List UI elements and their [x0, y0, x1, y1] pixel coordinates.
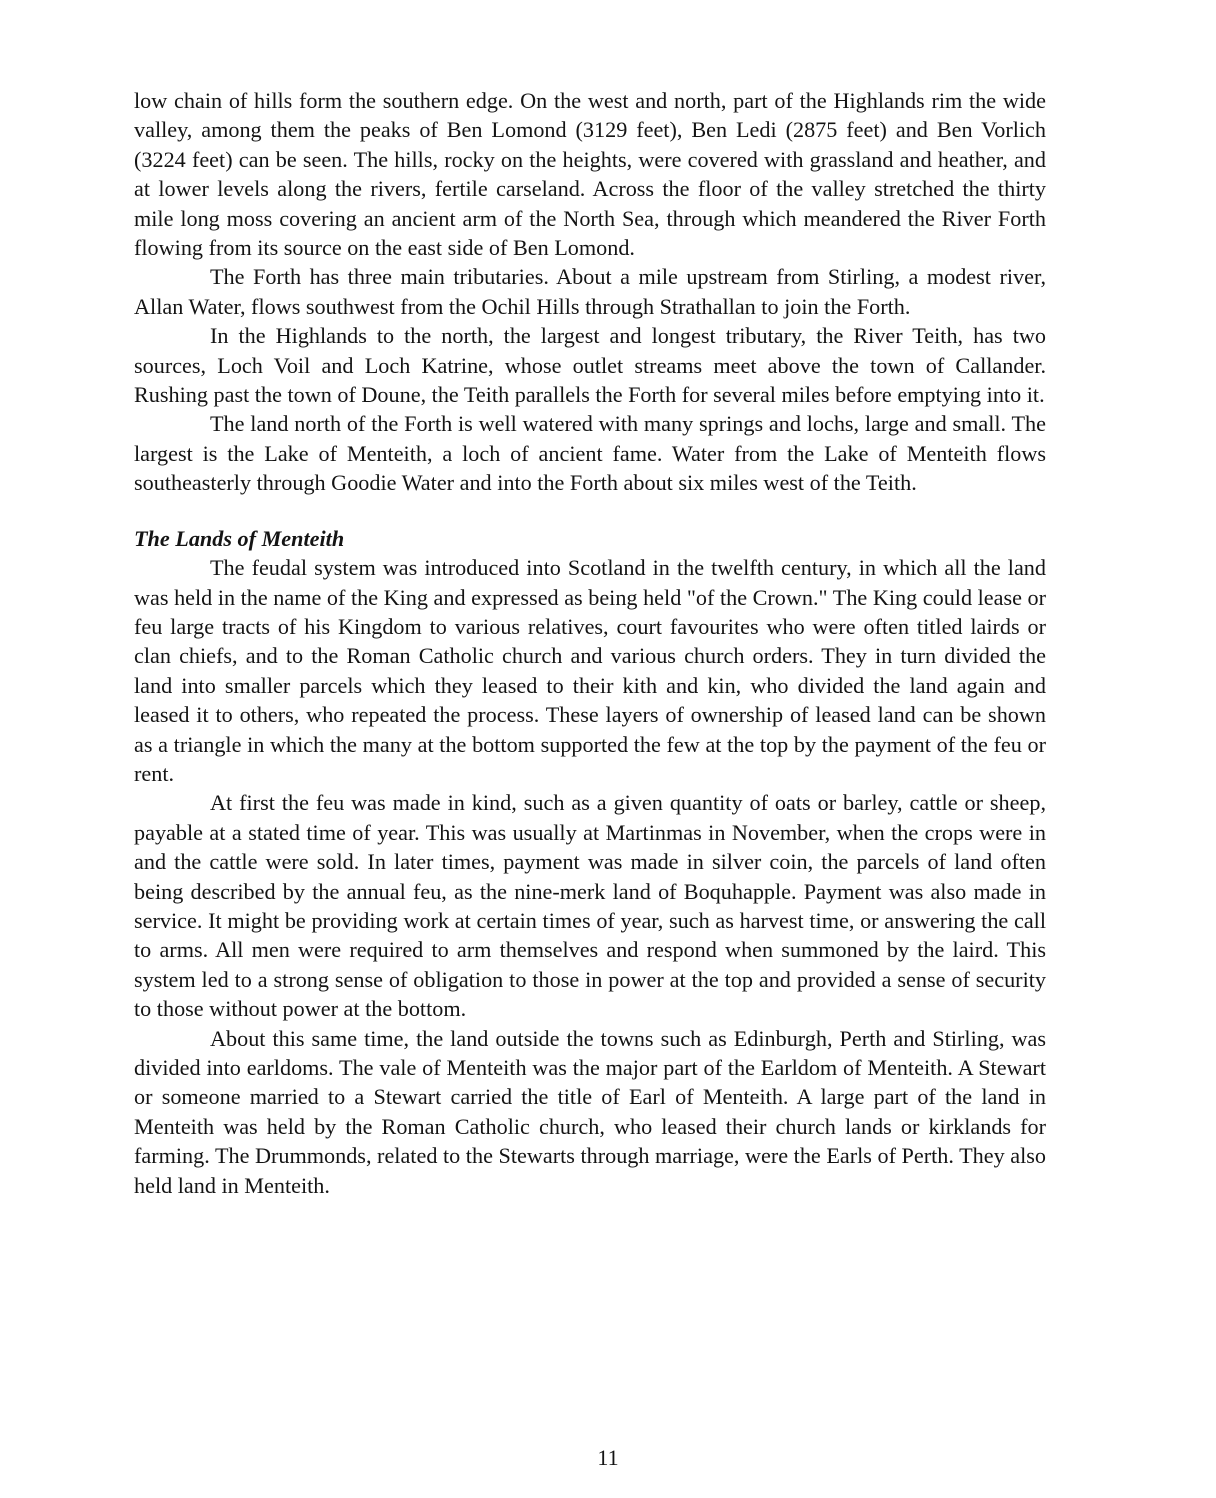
- section-heading: The Lands of Menteith: [134, 525, 345, 551]
- paragraph-river-teith: In the Highlands to the north, the largest and longest tributary, the River Teith, has two sources, Loch Voil and Loch Katrine, whose outlet streams meet above the town of Callander. Rushing past the town of Doune, the Teith parallels the Forth for several miles before emptying into it.: [134, 323, 1046, 408]
- paragraph-southern-edge: low chain of hills form the southern edge. On the west and north, part of the Highlands rim the wide valley, among them the peaks of Ben Lomond (3129 feet), Ben Ledi (2875 feet) and Ben Vorlich (3224 feet) can be seen. The hills, rocky on the heights, were covered with grassland and heather, and at lower levels along the rivers, fertile carseland. Across the floor of the valley stretched the thirty mile long moss covering an ancient arm of the North Sea, through which meandered the River Forth flowing from its source on the east side of Ben Lomond.: [134, 88, 1046, 261]
- paragraph-lake-of-menteith: The land north of the Forth is well watered with many springs and lochs, large and small. The largest is the Lake of Menteith, a loch of ancient fame. Water from the Lake of Menteith flows southeasterly through Goodie Water and into the Forth about six miles west of the Teith.: [134, 411, 1046, 496]
- paragraph-feu-payment: At first the feu was made in kind, such as a given quantity of oats or barley, cattle or sheep, payable at a stated time of year. This was usually at Martinmas in November, when the crops were in and the cattle were sold. In later times, payment was made in silver coin, the parcels of land often being described by the annual feu, as the nine-merk land of Boquhapple. Payment was also made in service. It might be providing work at certain times of year, such as harvest time, or answering the call to arms. All men were required to arm themselves and respond when summoned by the laird. This system led to a strong sense of obligation to those in power at the top and provided a sense of security to those without power at the bottom.: [134, 790, 1046, 1022]
- body-text: [134, 86, 1046, 1200]
- paragraph-feudal-system: The feudal system was introduced into Scotland in the twelfth century, in which all the land was held in the name of the King and expressed as being held "of the Crown." The King could lease or feu large tracts of his Kingdom to various relatives, court favourites who were often titled lairds or clan chiefs, and to the Roman Catholic church and various church orders. They in turn divided the land into smaller parcels which they leased to their kith and kin, who divided the land again and leased it to others, who repeated the process. These layers of ownership of leased land can be shown as a triangle in which the many at the bottom supported the few at the top by the payment of the feu or rent.: [134, 555, 1046, 786]
- paragraph-earldoms: About this same time, the land outside the towns such as Edinburgh, Perth and Stirling, was divided into earldoms. The vale of Menteith was the major part of the Earldom of Menteith. A Stewart or someone married to a Stewart carried the title of Earl of Menteith. A large part of the land in Menteith was held by the Roman Catholic church, who leased their church lands or kirklands for farming. The Drummonds, related to the Stewarts through marriage, were the Earls of Perth. They also held land in Menteith.: [134, 1025, 1046, 1198]
- paragraph-forth-tributaries: The Forth has three main tributaries. About a mile upstream from Stirling, a modest river, Allan Water, flows southwest from the Ochil Hills through Strathallan to join the Forth.: [134, 264, 1046, 319]
- page-number: 11: [597, 1445, 619, 1470]
